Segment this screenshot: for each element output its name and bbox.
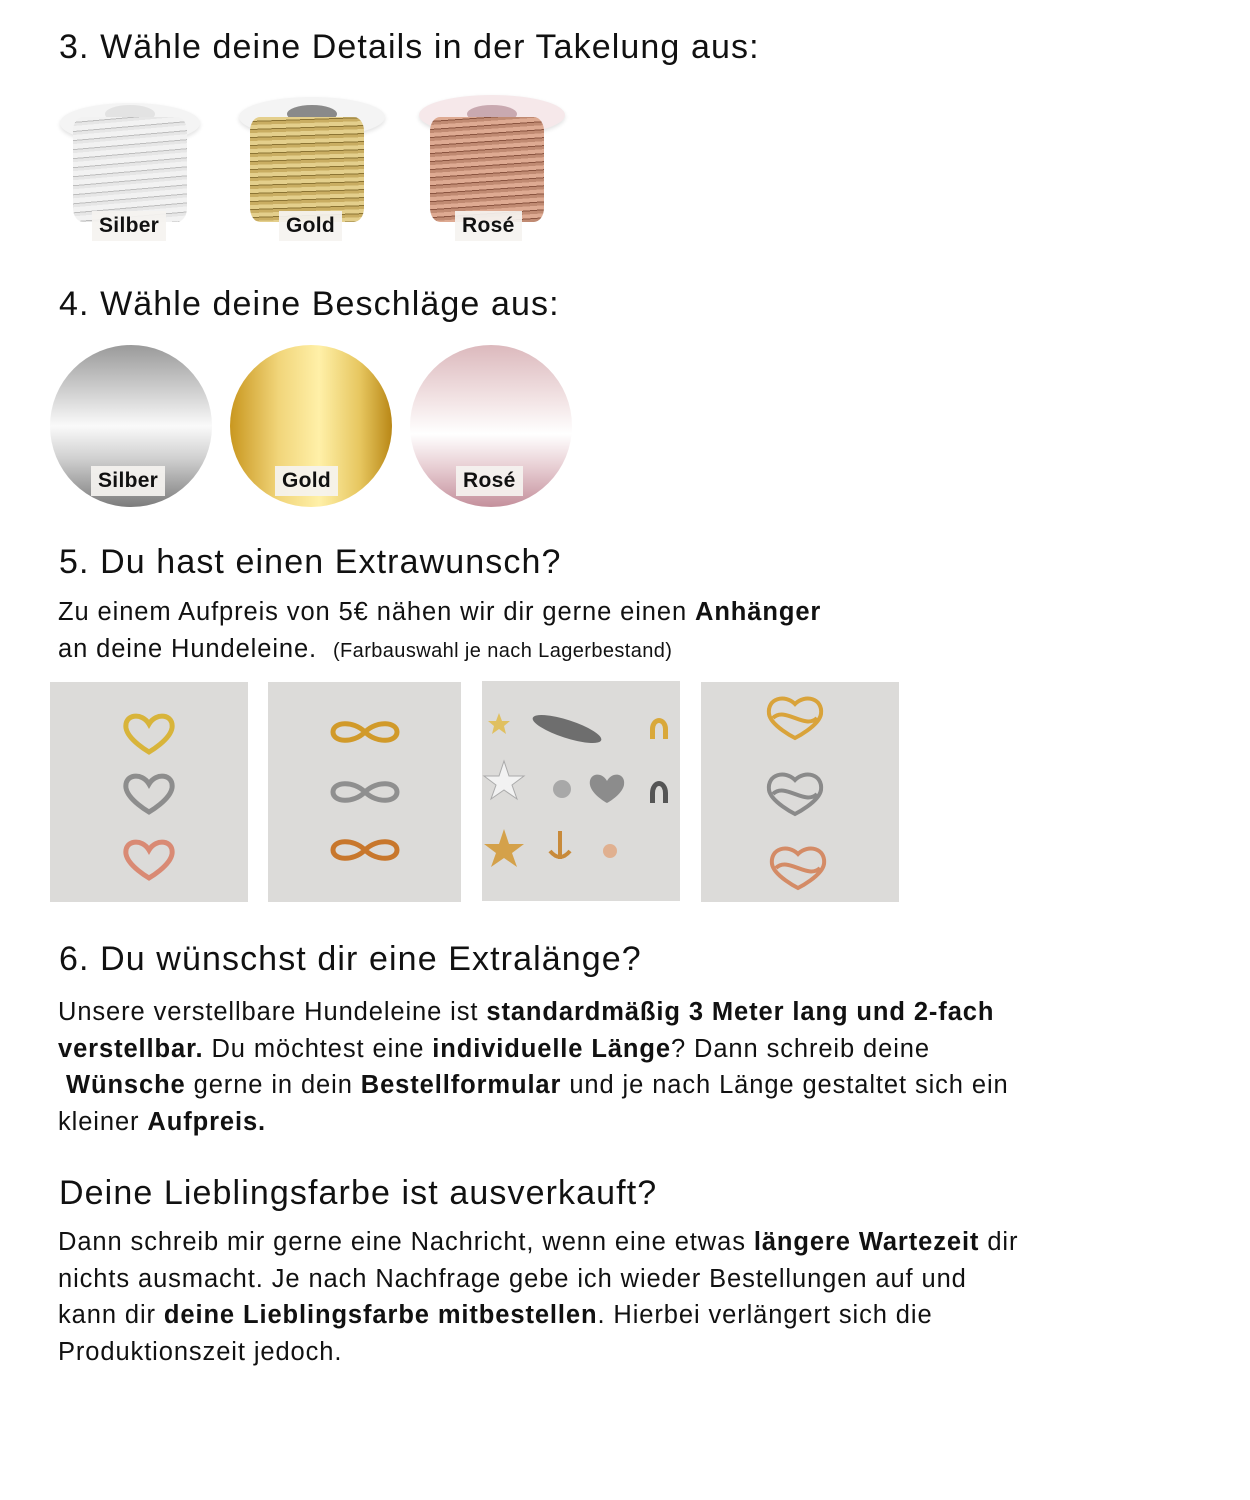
text-line <box>58 631 821 670</box>
text-segment: (Farbauswahl je nach Lagerbestand) <box>333 639 673 662</box>
section-7-text <box>58 1224 1018 1370</box>
cord-spool-image <box>430 117 544 222</box>
text-line <box>58 994 1009 1031</box>
text-segment: kleiner <box>58 1107 148 1136</box>
cord-spool-image <box>250 117 364 222</box>
text-segment: nichts ausmacht. Je nach Nachfrage gebe ich wieder Bestellungen auf und <box>58 1264 967 1293</box>
text-segment <box>58 1071 66 1099</box>
bold-text: Anhänger <box>695 598 822 626</box>
text-segment: Zu einem Aufpreis von 5€ nähen wir dir gerne einen <box>58 598 696 626</box>
option-label: Rosé <box>456 466 523 496</box>
charm-photo-infinity[interactable] <box>268 682 461 902</box>
text-line <box>58 1031 1009 1068</box>
bold-text: standardmäßig 3 Meter lang und 2-fach <box>486 998 995 1026</box>
option-label: Rosé <box>455 211 522 241</box>
text-segment: und je nach Länge gestaltet sich ein <box>561 1071 1009 1099</box>
charm-photo-hearts[interactable] <box>50 682 248 902</box>
section-6-text <box>58 994 1009 1140</box>
section-6-title: 6. Du wünschst dir eine Extralänge? <box>59 940 642 978</box>
heart-charms-icon <box>50 682 248 902</box>
infinity-heart-charms-icon <box>701 682 899 902</box>
bold-text: deine Lieblingsfarbe mitbestellen <box>163 1301 598 1329</box>
text-line <box>58 1297 1018 1334</box>
option-label: Gold <box>275 466 338 496</box>
option-label: Silber <box>92 211 166 241</box>
text-line <box>58 1104 1009 1141</box>
mixed-charms-icon <box>482 681 680 901</box>
text-line <box>58 594 821 631</box>
fitting-option-gold[interactable] <box>230 345 392 507</box>
text-segment: Du möchtest eine <box>203 1034 433 1063</box>
section-4-title: 4. Wähle deine Beschläge aus: <box>59 285 560 323</box>
bold-text: Aufpreis. <box>147 1107 267 1136</box>
option-label: Silber <box>91 466 165 496</box>
text-segment: kann dir <box>58 1301 164 1329</box>
fitting-option-silber[interactable] <box>50 345 212 507</box>
text-segment: an deine Hundeleine. <box>58 634 333 663</box>
bold-text: verstellbar. <box>58 1034 204 1063</box>
fitting-option-rose[interactable] <box>410 345 572 507</box>
text-segment: Produktionszeit jedoch. <box>58 1337 343 1366</box>
section-3-title: 3. Wähle deine Details in der Takelung aus: <box>59 28 760 66</box>
text-segment: ? Dann schreib deine <box>670 1034 930 1063</box>
infinity-charms-icon <box>268 682 461 902</box>
bold-text: individuelle Länge <box>432 1034 671 1063</box>
bold-text: längere Wartezeit <box>753 1228 980 1256</box>
text-line <box>58 1261 1018 1298</box>
section-7-title: Deine Lieblingsfarbe ist ausverkauft? <box>59 1174 658 1212</box>
cord-option-gold[interactable] <box>237 95 387 247</box>
text-segment: dir <box>979 1228 1019 1256</box>
text-line <box>58 1067 1009 1104</box>
cord-option-rose[interactable] <box>417 95 567 247</box>
bold-text: Bestellformular <box>360 1071 562 1099</box>
charm-photo-infinity-hearts[interactable] <box>701 682 899 902</box>
option-label: Gold <box>279 211 342 241</box>
text-line <box>58 1334 1018 1371</box>
cord-option-silber[interactable] <box>60 95 210 247</box>
bold-text: Wünsche <box>66 1071 186 1099</box>
text-segment: Unsere verstellbare Hundeleine ist <box>58 998 487 1026</box>
section-5-text <box>58 594 821 669</box>
cord-spool-image <box>73 117 187 222</box>
charm-photo-mixed[interactable] <box>482 681 680 901</box>
text-segment: Dann schreib mir gerne eine Nachricht, wenn eine etwas <box>58 1228 754 1256</box>
text-line <box>58 1224 1018 1261</box>
text-segment: gerne in dein <box>185 1071 361 1099</box>
section-5-title: 5. Du hast einen Extrawunsch? <box>59 543 562 581</box>
text-segment: . Hierbei verlängert sich die <box>597 1301 933 1329</box>
